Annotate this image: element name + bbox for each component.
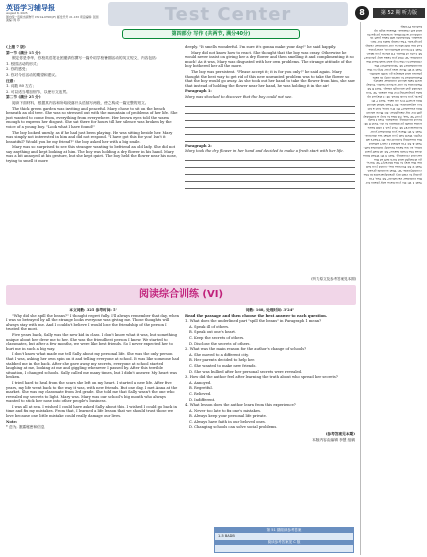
answer-option[interactable]: B. Speak out one's heart. (189, 330, 237, 335)
reading-passage-column (6, 308, 180, 431)
paragraph2-label: Paragraph 2: (185, 143, 212, 148)
prompt-line: 3. 你对今后活动的期望和建议。 (6, 72, 59, 77)
note-item: 1. 词数 80 左右； (6, 84, 37, 89)
answer-option[interactable]: D. Changing schools can solve social problems. (189, 425, 278, 430)
question-stem: 3. How did the author feel after learning the truth about who spread her secrets? (185, 375, 338, 380)
answer-reference: (参考答案见本期) (325, 432, 355, 437)
answer-key-body: 1-5 BADB (218, 534, 235, 538)
answer-option[interactable]: C. Keep the secrets of others. (189, 335, 245, 340)
question-stem: 2. What was the main reason for the author's change of schools? (185, 347, 307, 352)
issue-label: 第 52 期 听力版 (373, 8, 425, 18)
listening-script-column (360, 22, 424, 555)
answer-option[interactable]: D. She was bullied after her personal secrets were revealed. (189, 369, 303, 374)
passage-paragraph: Five years back, Sally was the new kid in class. I don't know what it was, but something unique about her drew me to her. She was the friendliest person I knew. We started to classmates, but after a few months, we were like best friends. So I never expected her to hurt me in such a big way. (6, 332, 177, 351)
word-count-right: 词数: 168, 处理时间: 3'24" (245, 308, 295, 312)
writing-line[interactable] (185, 162, 355, 168)
section-two-prompt: 阅读下面材料，根据其内容和所给段落开头语续写两段，使之构成一篇完整的短文。 (12, 100, 149, 105)
prompt-line: 1. 校园活动的形式； (6, 61, 41, 66)
writing-line[interactable] (185, 176, 355, 182)
passage-paragraph: I tried hard to heal from the scars she left on my heart. I started a new life. After five years, my life went back to the way it was, with new friends. But one day, I met Anna at the market. She was my classmate from 3rd grade. She told me that Sally wasn't the one who revealed my secrets to light. Mary was. Mary was our school's big mouth who always wanted to stick her nose into other people's business. (6, 380, 178, 404)
writing-line[interactable] (185, 183, 355, 189)
section-one-heading: 第一节 (满分 15 分) (6, 50, 41, 55)
story-paragraph: deeply. "It smells wonderful. I'm sure it's gonna make your day!" he said happily. (185, 45, 337, 49)
section-two-heading: 第二节 (满分 25 分) (6, 95, 41, 100)
writing-column-left (6, 45, 180, 165)
page-title: Test Center (164, 4, 292, 25)
writing-line[interactable] (185, 115, 355, 121)
writing-line[interactable] (185, 122, 355, 128)
passage-paragraph: I don't know what made me tell Sally about my personal life. She was the only person that I was, asking her own spin on it and telling everyone at school. It was like someone had stabbed me in the back. After she gave away my secrets, everyone at school started laughing at me, looking at me and giggling whenever I passed by. After this terrible situation, I changed schools. Sally called me many times, but I didn't answer. My heart was broken. (6, 352, 180, 380)
answer-key-title: 第 51 期阅读参考答案 (215, 528, 353, 533)
word-count-left: 本文词数: 325 参考时间: 5' (69, 308, 117, 312)
continued-label: (上接 7 版) (6, 45, 26, 49)
answer-option[interactable]: A. Never too late to fix one's mistakes. (189, 408, 262, 413)
note-heading: Note: (6, 419, 18, 424)
publication-info: 国内统一连续出版物号 CN14-0706/(F) 邮发代号 21-133 责任编辑: 张国 美编: 周 印 (6, 14, 99, 23)
answer-option[interactable]: B. Her parents decided to help her. (189, 358, 255, 363)
story-paragraph: The boy looked unruly, as if he had just been playing. He was sitting beside her. Mary was simply not interested in him and did not respond. "I have got this for you! Isn't it beautiful? Would you be my friend?" the boy asked her with a big smile. (6, 130, 173, 144)
story-paragraph: Mary was so surprised to see this stranger wanting to befriend an old lady. She did not say anything and kept looking at him. The boy was holding a dry flower in his hand. Mary was a bit annoyed at his gesture, but she kept quiet. The boy held the flower near his nose, trying to smell it more (6, 145, 177, 164)
story-paragraph: The boy was persistent. "Please accept it; it is for you only!" he said again. Mary thought the best way to get rid of this new unwanted problem was to take the flower so that the boy would go away. As she took out her hand to take the flower from him, she saw that instead of holding the flower near her hand, he was holding it in the air! (185, 69, 355, 88)
prompt-line: 2. 你的感受； (6, 67, 30, 72)
editor-credit: 本版内容由编辑 李慧 组稿 (312, 437, 355, 442)
header-meta (6, 12, 101, 23)
listening-script-text: Text 1 W: Do you have any plans for the summer vacation? M: Yes, I'm going to visit my grandparents in the countryside. W: That sounds great. Text 2 M: Excuse me, could you tell me the way to the library? W: Sure, go straight and turn left at the second crossing. Text 3 W: What time does the train leave? M: At half past nine, so we have twenty minutes left. Text 4 M: I'm afraid I can't attend the meeting tomorrow. W: That's all right. We'll tell you what we discuss. Text 5 W: Have you finished your homework? M: Not yet. I still have some math problems to do. Text 6 M: Good morning, madam. Can I help you? W: Yes, I'd like to buy a birthday gift for my daughter. M: How about this sweater? W: It's nice, but a bit too expensive. M: Then what about this scarf? It's on sale. Text 7 W: Jack, you look tired. M: I stayed up late preparing for the exam. W: You should get enough sleep. Text 8 M: Welcome to our school radio. Today we'll talk about summer safety. Remember to swim only in safe places and always go with adults. Text 9 W: How was your trip to the mountains? M: Wonderful! We climbed to the top and watched the sunrise. W: Did you take any photos? M: Lots of them. I'll show you later. Text 10 Good afternoon, everyone. Let me introduce our summer camp program. The camp lasts for two weeks. Students will take part in outdoor activities, science projects and art classes. Please sign up before Friday. (363, 24, 422, 186)
answer-option[interactable]: C. She wanted to make new friends. (189, 363, 257, 368)
writing-line[interactable] (185, 169, 355, 175)
question-instruction: Read the passage and then choose the best answer to each question. (185, 313, 328, 318)
writing-line[interactable] (185, 129, 355, 135)
answer-option[interactable]: C. Relieved. (189, 391, 212, 396)
reading-questions-column (185, 308, 355, 443)
paragraph1-start: Mary was shocked to discover that the boy could not see. (185, 94, 293, 99)
answer-option[interactable]: C. Always have faith in our beloved ones. (189, 419, 266, 424)
writing-line[interactable] (185, 136, 355, 142)
paragraph1-label: Paragraph 1: (185, 89, 212, 94)
newspaper-logo: 英语学习辅导报 (6, 4, 55, 12)
passage-paragraph: "Why did she spill the beans?" I thought regret fully. I'll always remember that day, when I was so betrayed by all the strange looks everyone was giving me. Those thoughts will always stay with me. And I couldn't believe I would lose the friendship of the person I trusted the most. (6, 313, 180, 332)
answer-option[interactable]: D. Disclose the secrets of others. (189, 341, 251, 346)
answer-option[interactable]: B. Regretful. (189, 386, 213, 391)
writing-section-bar (122, 29, 300, 39)
note-text: * 虑为, 泄露秘密和信息 (6, 425, 45, 430)
answer-key-footer: 阅读参考答案见 C 版 (215, 540, 353, 545)
answer-option[interactable]: A. She moved to a different city. (189, 352, 249, 357)
answer-key-box (214, 527, 354, 553)
writing-line[interactable] (185, 101, 355, 107)
question-stem: 1. What does the underlined part "spill the beans" in Paragraph 1 mean? (185, 319, 322, 324)
story-paragraph: Mary did not know how to react. She thought that the boy was crazy. Otherwise he would never insist on giving her a dry flower and then smelling it and complimenting it so much! As it was, Mary was disgusted with her own problems. The strange attitude of the boy bothered her all the more. (185, 50, 354, 69)
answer-credit-top: (听力原文及参考答案见本期) (311, 277, 356, 281)
answer-option[interactable]: B. Always keep your personal life private. (189, 414, 267, 419)
reading-section-title: 阅读综合训练 (VI) (138, 289, 224, 300)
issue-date: August 8, 2025 (6, 11, 28, 15)
reading-section-banner (6, 285, 356, 305)
writing-column-right (185, 45, 355, 190)
writing-line[interactable] (185, 155, 355, 161)
prompt-line: 假定你是李华，你校英语报社团邀请你撰写一篇介绍学校暑期活动的英文短文，内容包括： (12, 56, 160, 61)
writing-section-title: 第四部分 写作 (共两节, 满分40分) (171, 31, 251, 37)
paragraph2-start: Mary took the dry flower in her hand and decided to make a fresh start with her life. (185, 149, 344, 154)
page-number-badge: 8 (355, 6, 369, 20)
title-banner (108, 2, 348, 26)
question-stem: 4. What lesson does the author learn from this experience? (185, 403, 296, 408)
writing-line[interactable] (185, 108, 355, 114)
notes-heading: 注意： (6, 78, 18, 83)
answer-option[interactable]: A. Speak ill of others. (189, 324, 230, 329)
story-paragraph: The thick green garden was inviting and peaceful. Mary chose to sit on the bench beneath an old tree. She was so stressed out with the mountain of problems of her life. She just wanted to come from, everything from everywhere. Her brown eyes told the warm enough to express her disgust. She sat there for hours till her silence was broken by the voice of a young boy. "Look what I have found!" (6, 106, 178, 129)
answer-option[interactable]: D. Indifferent. (189, 397, 216, 402)
answer-option[interactable]: A. Annoyed. (189, 380, 212, 385)
passage-paragraph: I was all at sea. I wished I could have asked Sally about this. I wished I could go back in time and fix my mistakes. From that, I learned a life lesson that we should trust those we love because one little mistake could really damage our lives. (6, 404, 177, 419)
note-item: 2. 可以适当增加细节，以使行文连贯。 (6, 89, 70, 94)
